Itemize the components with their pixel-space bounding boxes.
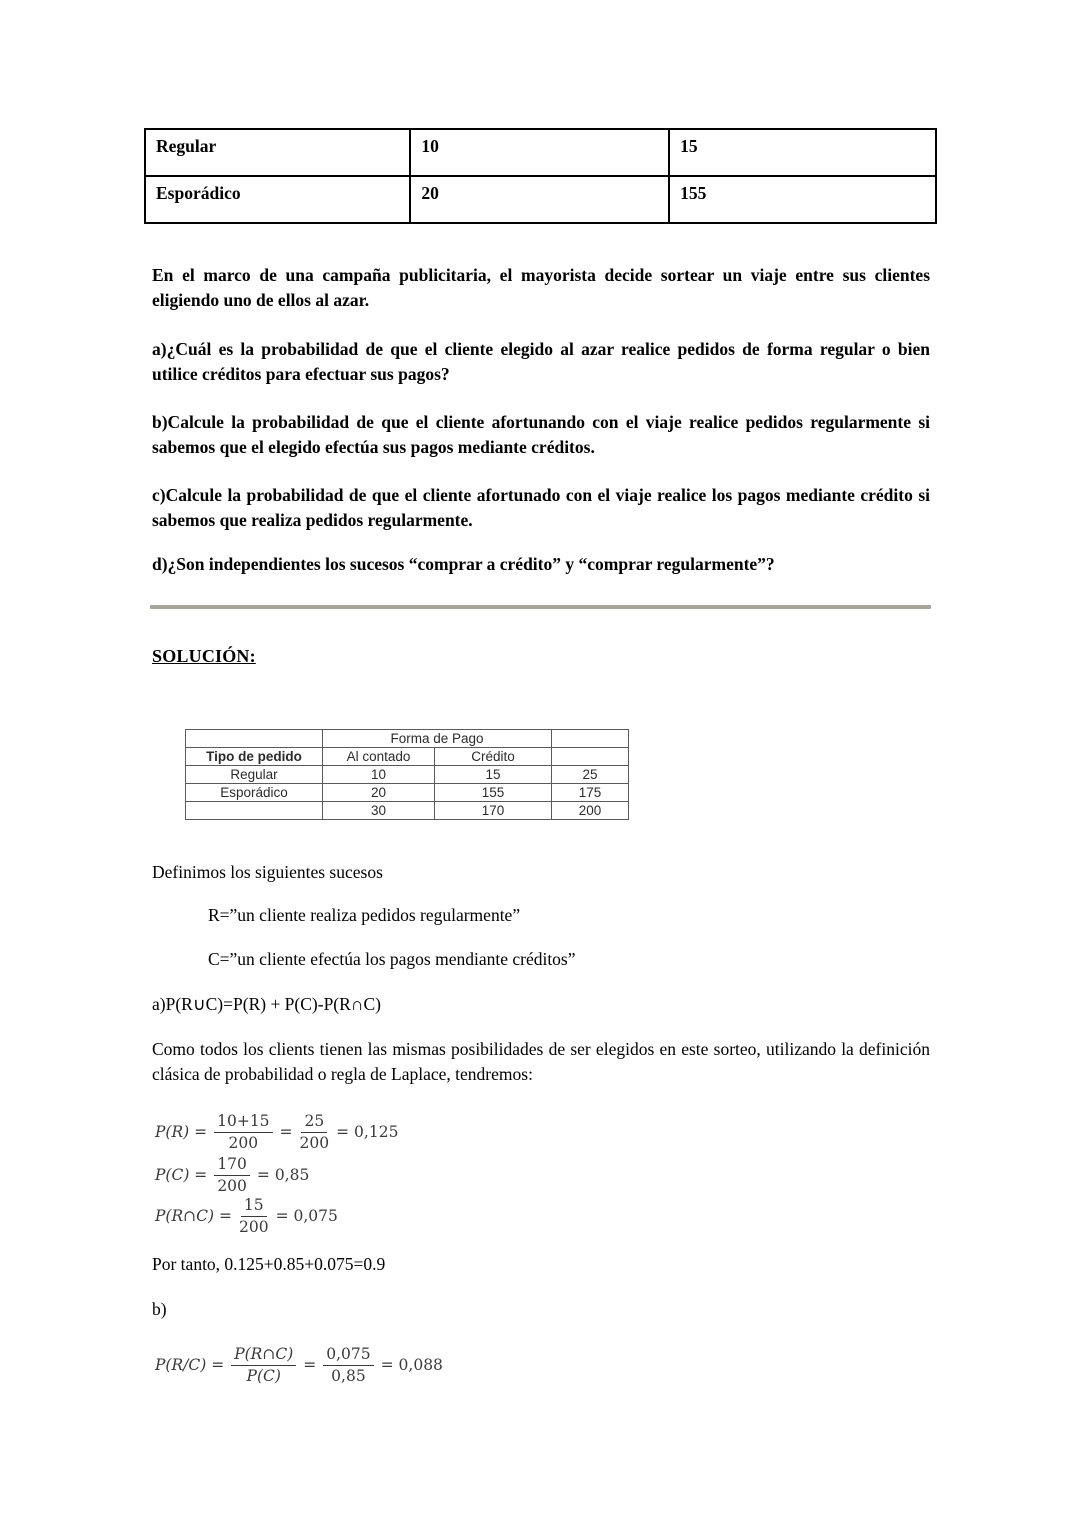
laplace-paragraph: Como todos los clients tienen las mismas posibilidades de ser elegidos en este sorteo, utilizando la definición clásica de probabilidad o regla de Laplace, tendremos:: [152, 1039, 930, 1084]
equation-lhs: P(R∩C) =: [155, 1207, 232, 1226]
event-definition-r: R=”un cliente realiza pedidos regularmente”: [208, 905, 521, 925]
fraction-numerator: 15: [241, 1196, 267, 1217]
empty-corner-cell: [186, 730, 323, 748]
cell-esporadico-credito: 155: [669, 176, 936, 223]
cell-value: 155: [435, 784, 552, 802]
question-d: d)¿Son independientes los sucesos “comprar a crédito” y “comprar regularmente”?: [152, 554, 775, 574]
grand-total: 200: [552, 802, 629, 820]
fraction-numerator: 25: [301, 1112, 327, 1133]
table-row: [186, 748, 629, 766]
equation-lhs: P(C) =: [155, 1166, 208, 1185]
equation-lhs: P(R/C) =: [155, 1356, 225, 1375]
contingency-table: [185, 729, 629, 820]
table-row: [186, 730, 629, 748]
section-divider: [150, 605, 931, 609]
header-tipo-de-pedido: Tipo de pedido: [186, 748, 323, 766]
fraction: [214, 1112, 272, 1152]
solution-table-image: [185, 729, 629, 820]
fraction-denominator: 200: [238, 1217, 269, 1236]
row-label-regular: Regular: [145, 129, 410, 176]
equation-result: = 0,088: [380, 1356, 443, 1375]
fraction: [214, 1155, 250, 1195]
fraction-denominator: 200: [228, 1133, 259, 1152]
row-label-esporadico: Esporádico: [145, 176, 410, 223]
column-total: 30: [323, 802, 435, 820]
fraction-numerator: P(R∩C): [231, 1345, 296, 1366]
row-label-esporadico: Esporádico: [186, 784, 323, 802]
equation-p-c: [155, 1155, 309, 1195]
fraction: [231, 1345, 296, 1385]
column-total: 170: [435, 802, 552, 820]
question-a: a)¿Cuál es la probabilidad de que el cliente elegido al azar realice pedidos de forma regular o bien utilice créditos para efectuar sus pagos?: [152, 339, 930, 384]
cell-value: 15: [435, 766, 552, 784]
table-row: [186, 802, 629, 820]
fraction: [300, 1112, 330, 1152]
cell-regular-contado: 10: [410, 129, 669, 176]
fraction-denominator: 200: [299, 1133, 330, 1152]
table-row: [145, 129, 936, 176]
equation-p-r-and-c: [155, 1196, 338, 1236]
fraction-numerator: 170: [214, 1155, 250, 1176]
fraction: [323, 1345, 373, 1385]
fraction-denominator: P(C): [246, 1366, 281, 1385]
equation-result: = 0,85: [256, 1166, 310, 1185]
orders-payments-table: [144, 128, 937, 224]
equals-sign: =: [303, 1356, 317, 1375]
equation-result: = 0,125: [336, 1123, 399, 1142]
por-tanto-line: Por tanto, 0.125+0.85+0.075=0.9: [152, 1254, 386, 1274]
event-definition-c: C=”un cliente efectúa los pagos mendiante créditos”: [208, 949, 576, 969]
fraction-numerator: 0,075: [323, 1345, 373, 1366]
cell-value: 20: [323, 784, 435, 802]
cell-esporadico-contado: 20: [410, 176, 669, 223]
table-row: [186, 766, 629, 784]
empty-cell: [552, 748, 629, 766]
span-header-forma-de-pago: Forma de Pago: [323, 730, 552, 748]
equation-p-r-given-c: [155, 1345, 443, 1385]
solution-heading: SOLUCIÓN:: [152, 646, 256, 666]
define-events-intro: Definimos los siguientes sucesos: [152, 862, 383, 882]
question-b: b)Calcule la probabilidad de que el cliente afortunando con el viaje realice pedidos regularmente si sabemos que el elegido efectúa sus pagos mediante créditos.: [152, 412, 930, 457]
row-total: 175: [552, 784, 629, 802]
fraction-numerator: 10+15: [214, 1112, 272, 1133]
equation-result: = 0,075: [275, 1207, 338, 1226]
union-formula-line: a)P(R∪C)=P(R) + P(C)-P(R∩C): [152, 994, 381, 1014]
row-label-regular: Regular: [186, 766, 323, 784]
table-row: [186, 784, 629, 802]
empty-cell: [186, 802, 323, 820]
cell-value: 10: [323, 766, 435, 784]
equals-sign: =: [279, 1123, 293, 1142]
table-row: [145, 176, 936, 223]
row-total: 25: [552, 766, 629, 784]
fraction: [239, 1196, 269, 1236]
equation-p-r: [155, 1112, 398, 1152]
fraction-denominator: 0,85: [331, 1366, 366, 1385]
header-credito: Crédito: [435, 748, 552, 766]
fraction-denominator: 200: [217, 1176, 247, 1195]
problem-intro: En el marco de una campaña publicitaria, el mayorista decide sortear un viaje entre sus clientes eligiendo uno de ellos al azar.: [152, 265, 930, 310]
empty-cell: [552, 730, 629, 748]
equation-lhs: P(R) =: [155, 1123, 208, 1142]
part-b-label: b): [152, 1299, 167, 1319]
question-c: c)Calcule la probabilidad de que el cliente afortunado con el viaje realice los pagos mediante crédito si sabemos que realiza pedidos regularmente.: [152, 485, 930, 530]
cell-regular-credito: 15: [669, 129, 936, 176]
header-al-contado: Al contado: [323, 748, 435, 766]
